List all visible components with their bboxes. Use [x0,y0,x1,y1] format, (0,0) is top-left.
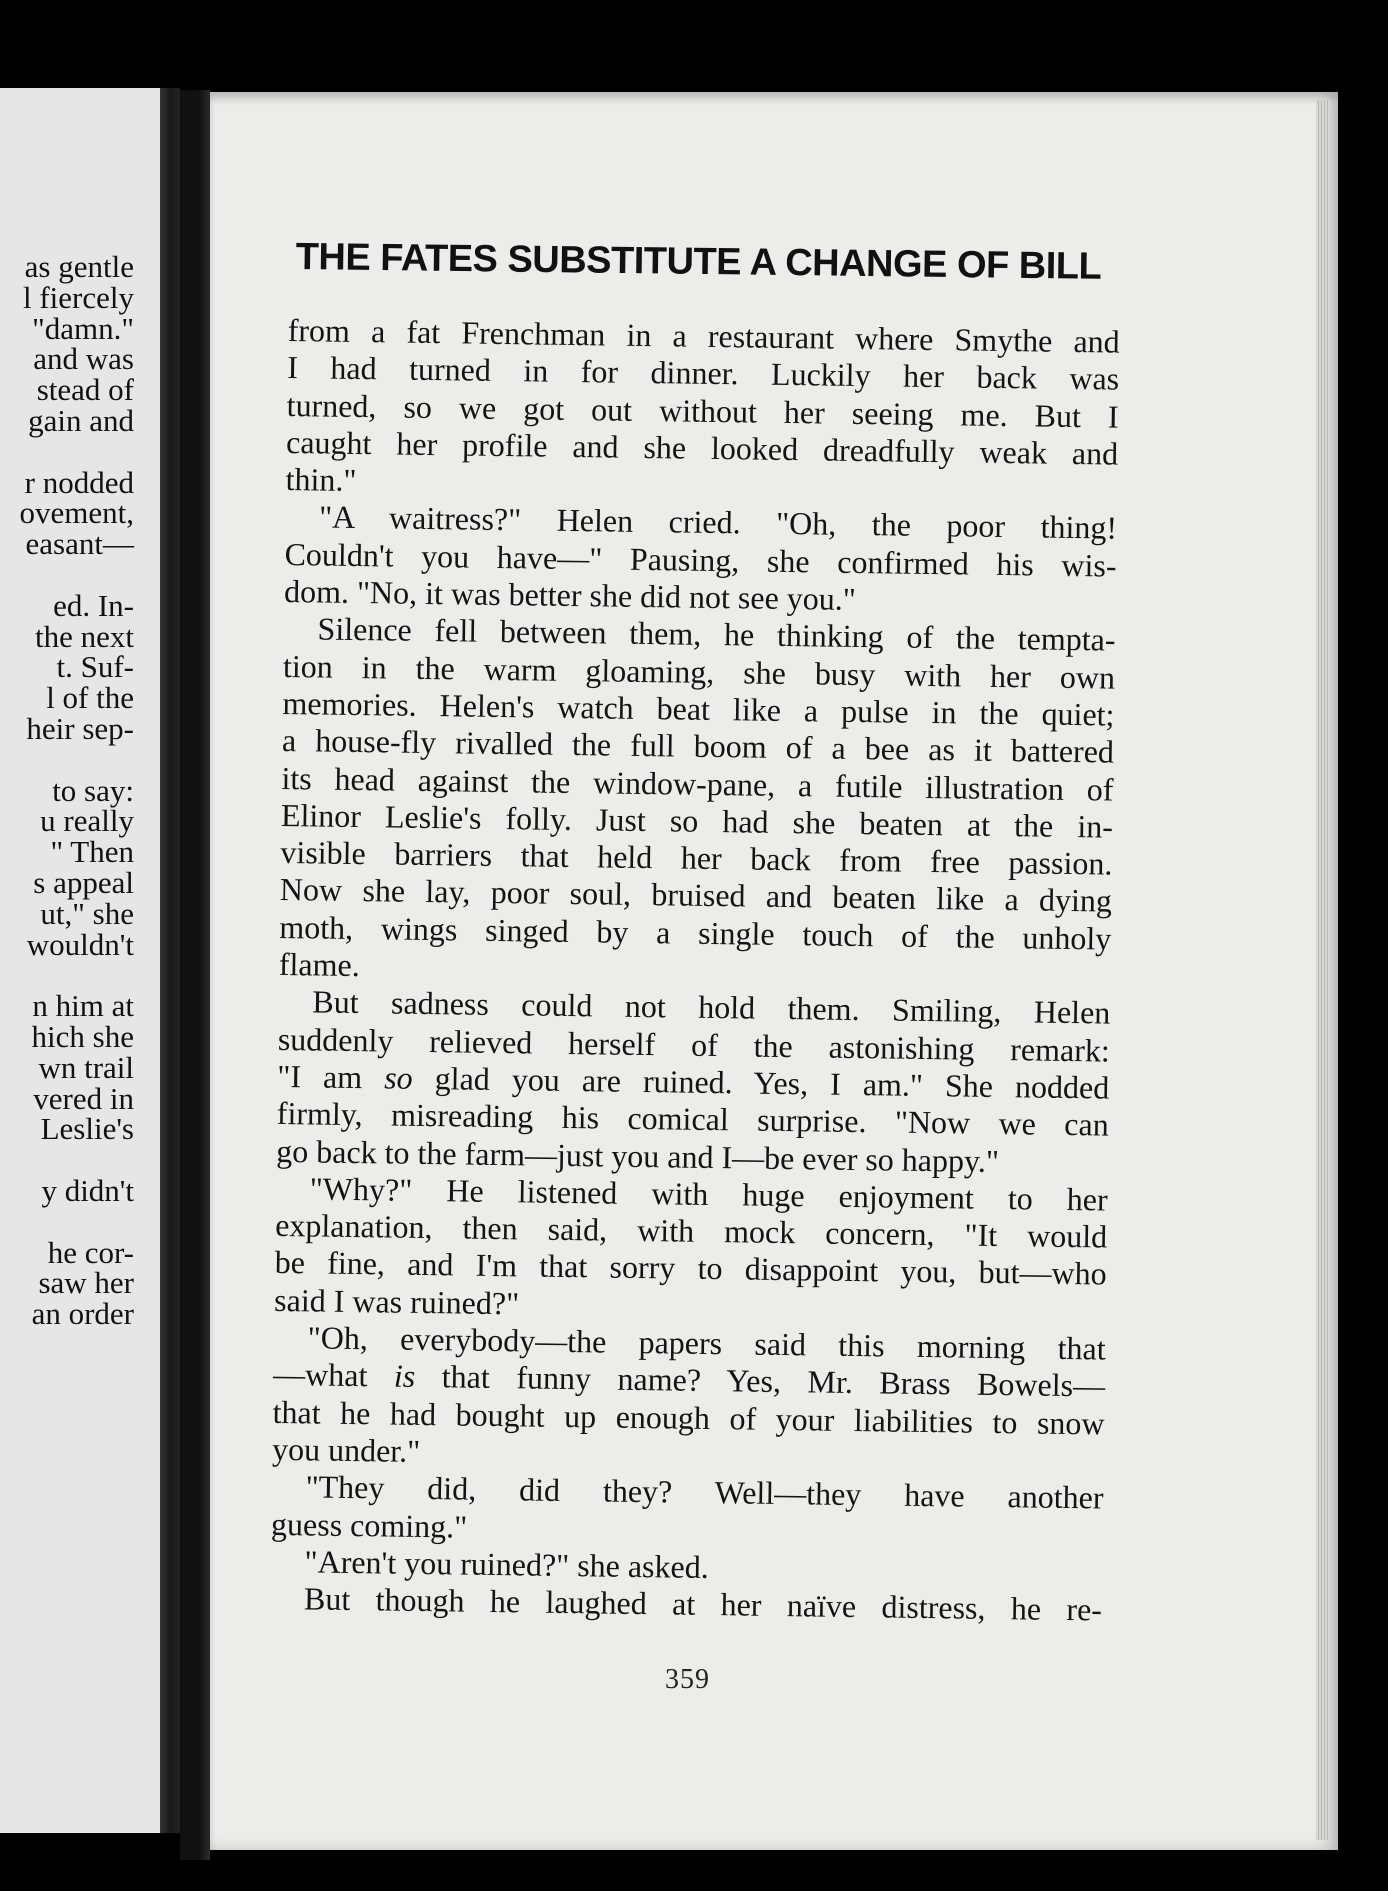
facing-page-line: to say: [52,772,134,808]
text-line: that he had bought up enough of your liabilities to snow [272,1393,1105,1442]
facing-page-line: easant— [25,526,134,562]
facing-page-line: "damn." [32,310,134,346]
text-line: "Why?" He listened with huge enjoyment to her [309,1170,1108,1218]
facing-page-line: l of the [46,680,134,716]
facing-page-line: ed. In- [53,587,134,623]
facing-page-line: " Then [50,834,134,870]
facing-page-line: the next [35,618,134,654]
text-line: from a fat Frenchman in a restaurant where Smythe and [287,312,1120,360]
facing-page-line: y didn't [41,1173,134,1208]
text-line: you under." [271,1430,421,1469]
text-line: "They did, did they? Well—they have another [305,1468,1104,1516]
facing-page-line: s appeal [33,865,134,900]
book-spine [180,90,210,1860]
text-line: Couldn't you have—" Pausing, she confirmed his wis- [284,535,1117,584]
text-line: tion in the warm gloaming, she busy with her own [282,647,1116,696]
page-edge [1316,100,1330,1840]
text-line: moth, wings singed by a single touch of the unholy [279,908,1112,957]
text-line: guess coming." [270,1505,468,1545]
facing-page-line: u really [40,803,134,839]
text-line: explanation, then said, with mock concern, "It would [274,1207,1108,1255]
text-line: dom. "No, it was better she did not see you." [283,573,857,618]
facing-page-line: and was [33,341,134,377]
page-gutter [160,88,180,1833]
text-line: Now she lay, poor soul, bruised and beaten like a dying [279,871,1113,920]
facing-page-line: t. Suf- [56,649,134,685]
facing-page-line: hich she [31,1019,134,1054]
facing-page-line: wn trail [38,1049,134,1085]
body-text [270,312,1120,1629]
facing-page-line: he cor- [47,1234,134,1270]
facing-page-line: an order [31,1296,134,1332]
text-line: thin." [285,461,357,499]
text-line: said I was ruined?" [273,1281,520,1322]
emphasis: so [383,1059,413,1096]
facing-page-left [0,88,160,1833]
facing-page-line: vered in [33,1080,134,1116]
text-line: suddenly relieved herself of the astonishing remark: [277,1020,1111,1069]
facing-page-line: saw her [38,1265,134,1301]
text-line: firmly, misreading his comical surprise. "Now we can [276,1095,1109,1143]
facing-page-line: l fiercely [22,279,134,315]
text-line: a house-fly rivalled the full boom of a bee as it battered [281,722,1115,770]
facing-page-line: ut," she [40,895,134,931]
page-number: 359 [665,1664,710,1695]
facing-page-line: heir sep- [26,711,134,746]
text-line: its head against the window-pane, a futile illustration of [281,759,1114,808]
facing-page-line: as gentle [24,249,134,284]
text-line: visible barriers that held her back from free passion. [280,834,1113,882]
facing-page-line: n him at [32,988,134,1024]
text-line: "Aren't you ruined?" she asked. [304,1543,709,1585]
text-line: "A waitress?" Helen cried. "Oh, the poor thing! [318,498,1118,547]
text-line: memories. Helen's watch beat like a pulse in the quiet; [282,684,1115,733]
text-line: "I am so glad you are ruined. Yes, I am." She nodded [277,1057,1110,1106]
facing-page-line: wouldn't [26,926,134,962]
text-line: turned, so we got out without her seeing me. But I [286,386,1119,435]
emphasis: is [393,1357,416,1395]
text-line: —what is that funny name? Yes, Mr. Brass Bowels— [272,1356,1106,1404]
facing-page-line: Leslie's [40,1111,134,1147]
text-line: But sadness could not hold them. Smiling, Helen [312,983,1111,1031]
text-line: caught her profile and she looked dreadfully weak and [285,423,1119,472]
text-line: But though he laughed at her naïve distress, he re- [303,1580,1103,1628]
text-line: be fine, and I'm that sorry to disappoint you, but—who [274,1244,1107,1292]
text-line: Elinor Leslie's folly. Just so had she beaten at the in- [280,796,1114,845]
text-line: flame. [278,945,360,984]
text-line: I had turned in for dinner. Luckily her back was [286,349,1120,397]
facing-page-line: gain and [28,403,134,438]
running-head: THE FATES SUBSTITUTE A CHANGE OF BILL [295,236,1102,288]
text-line: "Oh, everybody—the papers said this morning that [307,1319,1106,1367]
facing-page-line: stead of [36,372,134,408]
text-line: go back to the farm—just you and I—be ever so happy." [276,1132,1000,1179]
text-line: Silence fell between them, he thinking of the tempta- [317,610,1116,658]
facing-page-line: r nodded [24,464,134,500]
facing-page-line: ovement, [19,495,134,531]
